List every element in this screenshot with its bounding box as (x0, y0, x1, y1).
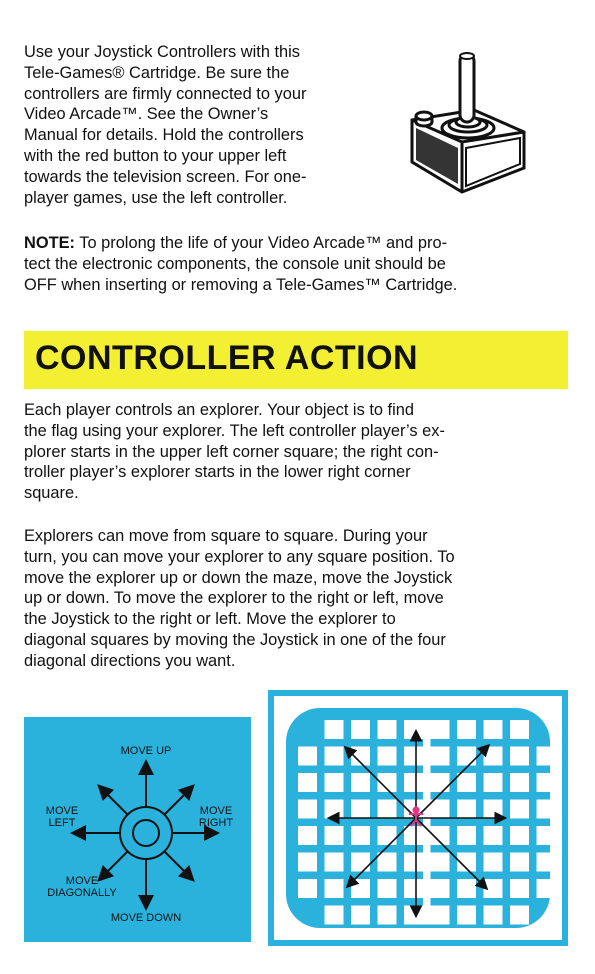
maze-screen-diagram (268, 690, 568, 946)
maze-center-path (423, 720, 431, 925)
maze-square (431, 773, 450, 792)
note-text: To prolong the life of your Video Arcade™ and pro- tect the electronic components, the console unit should be OFF when inserting or removing a Tele-Games™ Cartridge. (24, 234, 458, 294)
maze-square (378, 879, 397, 898)
maze-square (351, 906, 370, 925)
maze-square (510, 826, 529, 845)
maze-square (325, 906, 344, 925)
joystick-direction-diagram (24, 717, 251, 942)
maze-square (457, 720, 476, 739)
label-move-right-line1: MOVE (199, 805, 233, 817)
maze-square (351, 800, 370, 819)
maze-square (484, 826, 503, 845)
maze-square (537, 800, 556, 819)
label-move-diagonally-line1: MOVE (65, 875, 99, 887)
maze-square (484, 853, 503, 872)
label-move-down: MOVE DOWN (110, 912, 182, 924)
maze-square (298, 800, 317, 819)
arrow-up-left-icon (100, 787, 128, 815)
intro-text: Use your Joystick Controllers with this Tele-Games® Cartridge. Be sure the controllers are firmly connected to your Video Arcade™. See the Owner’s Manual for details. Hold the controllers with the red button to your upper left towards the television screen. For one- player games, use the left controller. (24, 43, 307, 207)
maze-square (431, 906, 450, 925)
maze-square (378, 800, 397, 819)
maze-square (298, 773, 317, 792)
maze-square (378, 906, 397, 925)
maze-square (457, 747, 476, 766)
label-move-diagonally-line2: DIAGONALLY (47, 887, 117, 899)
maze-square (510, 773, 529, 792)
paragraph-explorer-movement: Explorers can move from square to square. During your turn, you can move your explorer to any square position. To move the explorer up or down the maze, move the Joystick up or down. To move the explorer to the right or left, move the Joystick to the right or left. Move the explorer to diagonal squares by moving the Joystick in one of the four diagonal directions you want. (24, 527, 455, 670)
maze-square (510, 800, 529, 819)
maze-square (484, 906, 503, 925)
maze-square (510, 879, 529, 898)
maze-square (404, 826, 423, 845)
note-label: NOTE: (24, 234, 75, 252)
maze-square (484, 747, 503, 766)
maze-square (298, 747, 317, 766)
maze-square (537, 826, 556, 845)
maze-square (431, 747, 450, 766)
maze-square (457, 826, 476, 845)
maze-square (298, 879, 317, 898)
maze-square (404, 906, 423, 925)
maze-square (351, 853, 370, 872)
maze-square (325, 747, 344, 766)
maze-square (537, 773, 556, 792)
maze-square (457, 773, 476, 792)
maze-square (325, 879, 344, 898)
note-paragraph (24, 233, 579, 295)
maze-square (404, 853, 423, 872)
maze-square (378, 720, 397, 739)
section-banner (24, 331, 568, 389)
maze-square (351, 826, 370, 845)
maze-square (404, 720, 423, 739)
label-move-left-line2: LEFT (48, 817, 76, 829)
maze-square (537, 747, 556, 766)
maze-square (537, 879, 556, 898)
maze-square (298, 826, 317, 845)
paragraph-explorer-intro: Each player controls an explorer. Your object is to find the flag using your explorer. The left controller player’s ex- plorer starts in the upper left corner square; the right con- troller player’s explorer starts in the lower right corner square. (24, 401, 445, 503)
maze-square (404, 747, 423, 766)
maze-square (510, 853, 529, 872)
maze-square (431, 800, 450, 819)
maze-square (325, 800, 344, 819)
maze-square (325, 773, 344, 792)
maze-square (378, 747, 397, 766)
maze-square (404, 879, 423, 898)
maze-square (325, 826, 344, 845)
maze-square (351, 879, 370, 898)
maze-square (351, 720, 370, 739)
section-title: CONTROLLER ACTION (35, 339, 419, 377)
maze-square (484, 773, 503, 792)
label-move-up: MOVE UP (120, 745, 172, 757)
joystick-illustration (404, 50, 528, 200)
maze-square (510, 747, 529, 766)
arrow-up-right-icon (164, 787, 192, 815)
maze-square (325, 853, 344, 872)
maze-square (431, 879, 450, 898)
maze-square (404, 773, 423, 792)
maze-square (431, 720, 450, 739)
arrow-down-right-icon (164, 851, 192, 879)
maze-square (484, 800, 503, 819)
maze-square (457, 879, 476, 898)
maze-square (484, 879, 503, 898)
maze-square (537, 853, 556, 872)
maze-square (510, 720, 529, 739)
maze-square (484, 720, 503, 739)
maze-square (378, 853, 397, 872)
maze-square (351, 773, 370, 792)
label-move-left-line1: MOVE (45, 805, 79, 817)
maze-square (457, 800, 476, 819)
maze-square (457, 906, 476, 925)
arrow-down-left-icon (100, 851, 128, 879)
maze-square (298, 853, 317, 872)
maze-square (431, 853, 450, 872)
maze-square (325, 720, 344, 739)
maze-square (510, 906, 529, 925)
label-move-right-line2: RIGHT (198, 817, 234, 829)
maze-square (378, 826, 397, 845)
